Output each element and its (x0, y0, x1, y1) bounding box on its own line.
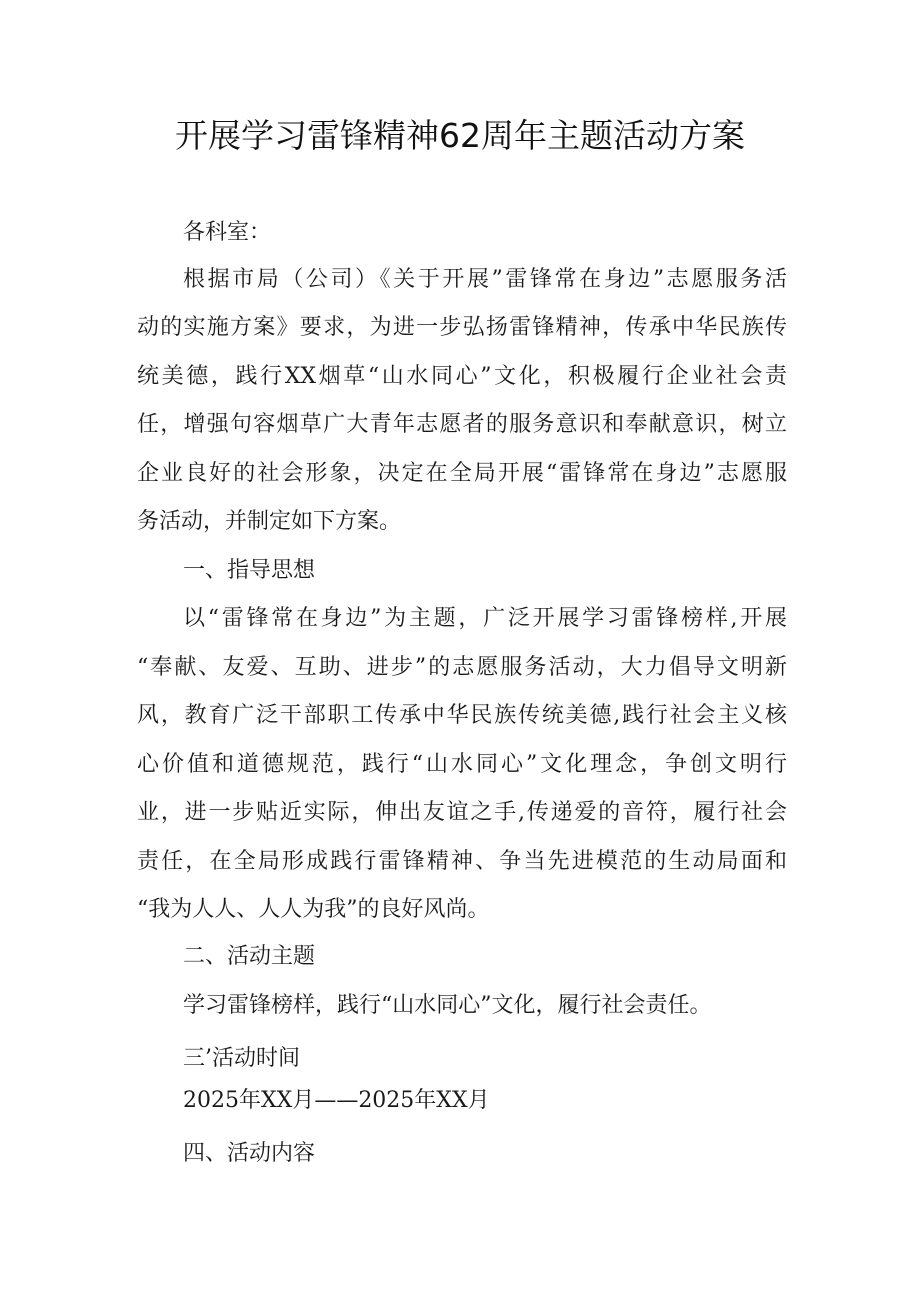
section2-text: 学习雷锋榜样，践行“山水同心”文化，履行社会责任。 (183, 993, 712, 1018)
intro-line: 任，增强句容烟草广大青年志愿者的服务意识和奉献意识，树立 (137, 412, 787, 437)
intro-line: 务活动，并制定如下方案。 (137, 509, 402, 534)
section-heading: 二、活动主题 (183, 944, 316, 969)
section1-line: 心价值和道德规范，践行“山水同心”文化理念，争创文明行 (137, 752, 787, 777)
intro-line: 根据市局（公司）《关于开展”雷锋常在身边”志愿服务活 (183, 267, 787, 292)
section1-line: 业，进一步贴近实际，伸出友谊之手,传递爱的音符，履行社会 (137, 800, 787, 825)
section-heading: 三’活动时间 (183, 1046, 300, 1071)
document-title: 开展学习雷锋精神62周年主题活动方案 (175, 116, 745, 155)
intro-line: 动的实施方案》要求，为进一步弘扬雷锋精神，传承中华民族传 (137, 315, 787, 340)
section1-line: “我为人人、人人为我”的良好风尚。 (137, 897, 490, 922)
section1-line: 责任，在全局形成践行雷锋精神、争当先进模范的生动局面和 (137, 849, 787, 874)
section-heading: 四、活动内容 (183, 1141, 316, 1166)
intro-line: 企业良好的社会形象，决定在全局开展“雷锋常在身边”志愿服 (137, 461, 787, 486)
section-heading: 一、指导思想 (183, 558, 316, 583)
section1-line: 风，教育广泛干部职工传承中华民族传统美德,践行社会主义核 (137, 703, 787, 728)
section1-line: “奉献、友爱、互助、进步”的志愿服务活动，大力倡导文明新 (137, 655, 787, 680)
salutation: 各科室： (183, 220, 272, 245)
intro-line: 统美德，践行XX烟草“山水同心”文化，积极履行企业社会责 (137, 364, 787, 389)
section3-text: 2025年XX月——2025年XX月 (183, 1088, 490, 1113)
section1-line: 以“雷锋常在身边”为主题，广泛开展学习雷锋榜样,开展 (183, 606, 787, 631)
